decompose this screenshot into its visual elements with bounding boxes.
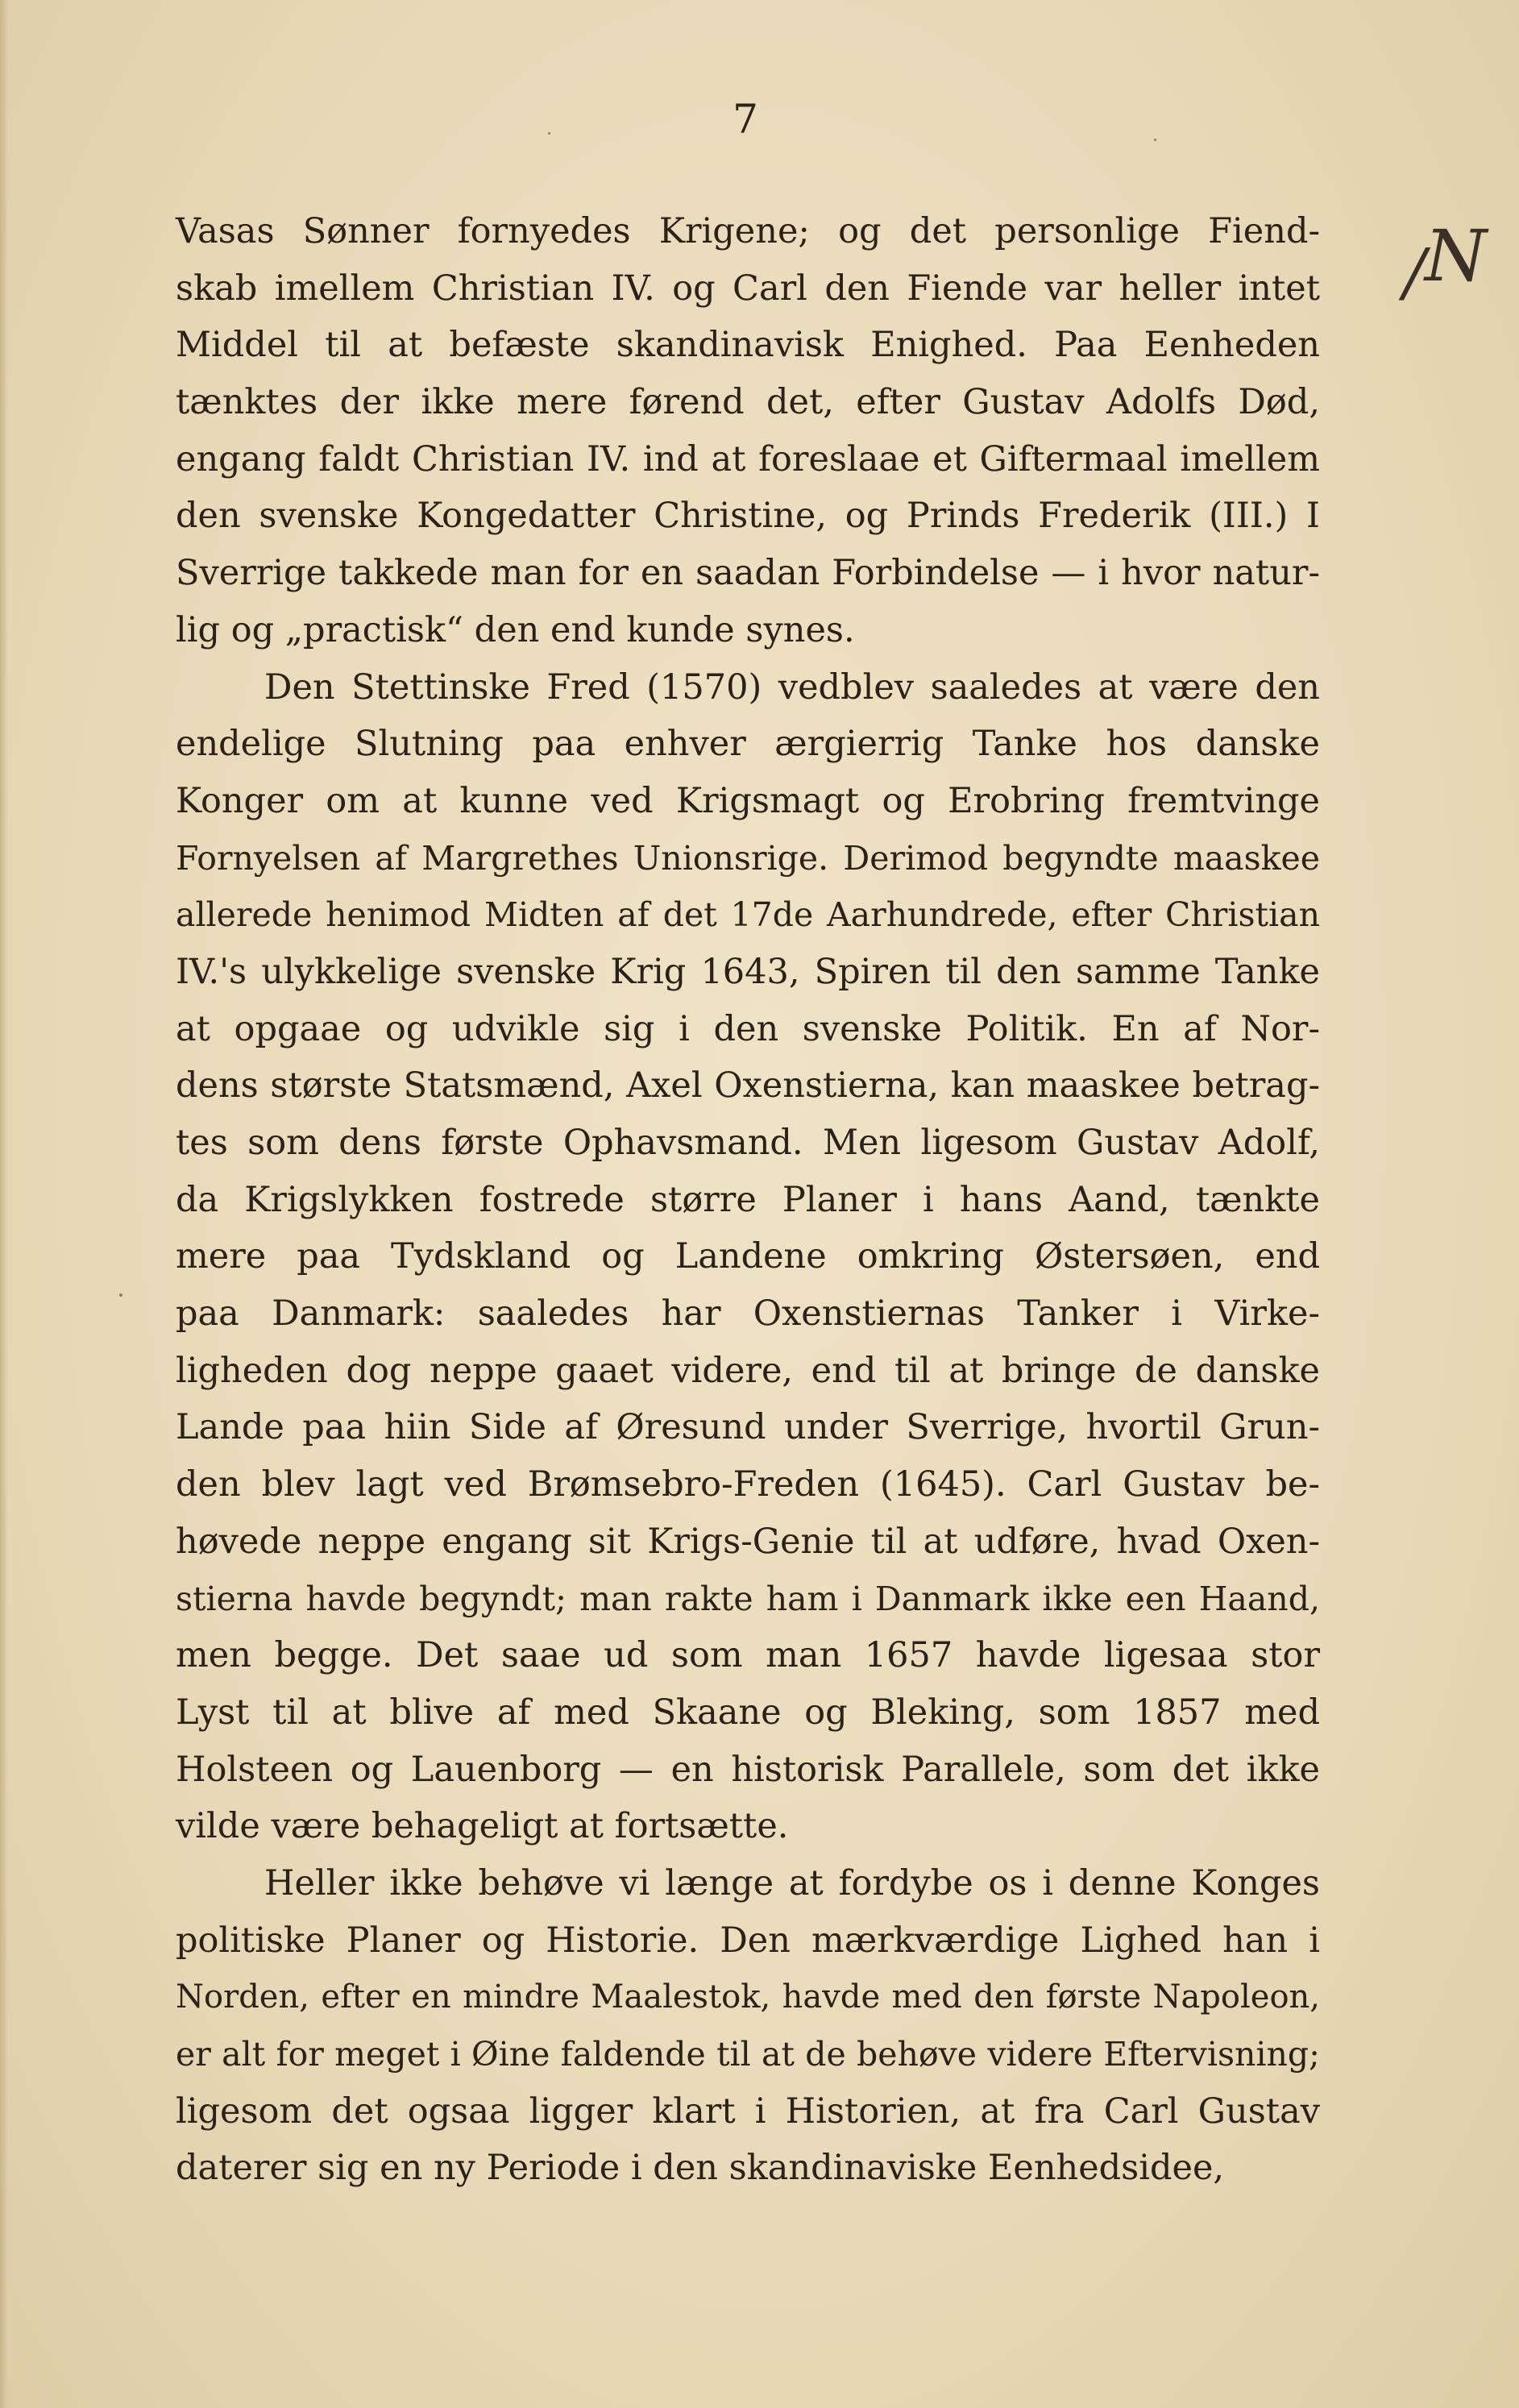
text-line: Middel til at befæste skandinavisk Enighed. Paa Eenheden [176, 325, 1320, 366]
text-line: Fornyelsen af Margrethes Unionsrige. Derimod begyndte maaskee [176, 838, 1320, 878]
text-line: Lande paa hiin Side af Øresund under Sverrige, hvortil Grun- [176, 1407, 1320, 1448]
paper-speck [119, 1293, 122, 1297]
margin-handwritten-note: N [1425, 214, 1487, 297]
text-line: vilde være behageligt at fortsætte. [176, 1806, 789, 1847]
page-binding-edge [0, 0, 8, 2408]
text-line: den svenske Kongedatter Christine, og Prinds Frederik (III.) I [176, 496, 1320, 537]
text-line: er alt for meget i Øine faldende til at de behøve videre Eftervisning; [176, 2035, 1320, 2074]
text-line: tes som dens første Ophavsmand. Men ligesom Gustav Adolf, [176, 1123, 1320, 1163]
margin-pencil-slash: / [1404, 235, 1426, 309]
text-line: ligheden dog neppe gaaet videre, end til at bringe de danske [176, 1350, 1320, 1391]
paper-speck [1154, 139, 1156, 141]
text-line: Konger om at kunne ved Krigsmagt og Erobring fremtvinge [176, 780, 1320, 821]
text-line: ligesom det ogsaa ligger klart i Historien, at fra Carl Gustav [176, 2090, 1320, 2132]
text-line: da Krigslykken fostrede større Planer i hans Aand, tænkte [176, 1179, 1320, 1220]
body-text [176, 203, 1320, 2197]
text-line: tænktes der ikke mere førend det, efter Gustav Adolfs Død, [176, 382, 1320, 423]
page-number: 7 [733, 96, 758, 143]
text-line: høvede neppe engang sit Krigs-Genie til at udføre, hvad Oxen- [176, 1521, 1320, 1562]
paragraph [176, 1855, 1320, 2197]
text-line: engang faldt Christian IV. ind at foreslaae et Giftermaal imellem [176, 438, 1320, 480]
text-line: den blev lagt ved Brømsebro-Freden (1645). Carl Gustav be- [176, 1464, 1320, 1505]
text-line: politiske Planer og Historie. Den mærkværdige Lighed han i [176, 1920, 1320, 1961]
text-line: at opgaae og udvikle sig i den svenske Politik. En af Nor- [176, 1008, 1320, 1049]
text-line: allerede henimod Midten af det 17de Aarhundrede, efter Christian [176, 895, 1320, 935]
text-line: Holsteen og Lauenborg — en historisk Parallele, som det ikke [176, 1749, 1320, 1790]
text-line: Sverrige takkede man for en saadan Forbindelse — i hvor natur- [176, 553, 1320, 594]
text-line: IV.'s ulykkelige svenske Krig 1643, Spiren til den samme Tanke [176, 951, 1320, 992]
text-line: lig og „practisk“ den end kunde synes. [176, 609, 855, 650]
text-line: Norden, efter en mindre Maalestok, havde med den første Napoleon, [176, 1978, 1320, 2016]
paragraph [176, 659, 1320, 1855]
text-line: dens største Statsmænd, Axel Oxenstierna, kan maaskee betrag- [176, 1065, 1320, 1106]
text-line: Lyst til at blive af med Skaane og Bleking, som 1857 med [176, 1692, 1320, 1733]
text-line: Heller ikke behøve vi længe at fordybe os i denne Konges [264, 1862, 1320, 1904]
text-line: men begge. Det saae ud som man 1657 havde ligesaa stor [176, 1635, 1320, 1676]
text-line: Vasas Sønner fornyedes Krigene; og det personlige Fiend- [176, 211, 1320, 251]
text-line: mere paa Tydskland og Landene omkring Østersøen, end [176, 1236, 1320, 1277]
text-line: daterer sig en ny Periode i den skandinaviske Eenhedsidee, [176, 2148, 1225, 2189]
text-line: skab imellem Christian IV. og Carl den Fiende var heller intet [176, 268, 1320, 309]
text-line: paa Danmark: saaledes har Oxenstiernas Tanker i Virke- [176, 1293, 1320, 1335]
text-line: endelige Slutning paa enhver ærgierrig Tanke hos danske [176, 724, 1320, 765]
paper-speck [548, 132, 550, 135]
text-line: stierna havde begyndt; man rakte ham i Danmark ikke een Haand, [176, 1579, 1320, 1618]
paragraph [176, 203, 1320, 659]
text-line: Den Stettinske Fred (1570) vedblev saaledes at være den [264, 666, 1320, 708]
